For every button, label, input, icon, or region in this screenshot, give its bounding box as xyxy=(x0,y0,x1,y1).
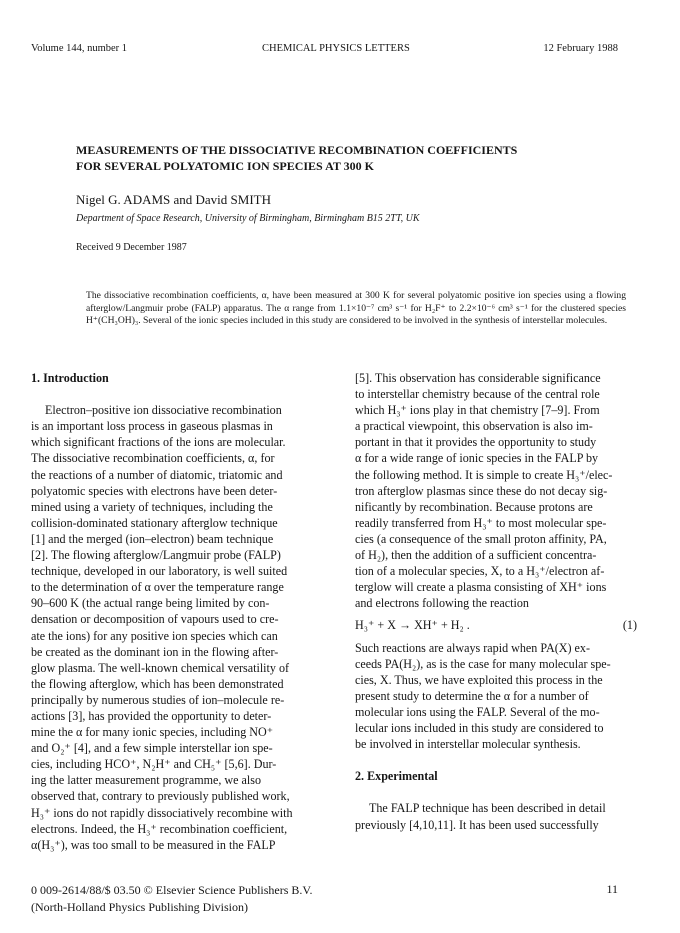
text-line: The FALP technique has been described in detail xyxy=(369,801,606,816)
paper-title xyxy=(76,142,616,174)
text-line: be created as the dominant ion in the flowing after- xyxy=(31,644,279,659)
text-line: the reactions of a number of diatomic, triatomic and xyxy=(31,467,283,482)
footer-line: (North-Holland Physics Publishing Division) xyxy=(31,900,249,914)
paper-title-line: FOR SEVERAL POLYATOMIC ION SPECIES AT 300 K xyxy=(76,159,374,173)
left-column-body xyxy=(31,402,313,853)
text-line: ceeds PA(H₂), as is the case for many molecular spe- xyxy=(355,656,611,671)
text-line: of H₂), then the addition of a sufficient concentra- xyxy=(355,548,597,563)
running-header-journal: CHEMICAL PHYSICS LETTERS xyxy=(262,43,410,54)
text-line: The dissociative recombination coefficients, α, for xyxy=(31,451,275,466)
text-line: nificantly by recombination. Because protons are xyxy=(355,499,593,514)
text-line: ate the ions) for any positive ion species which can xyxy=(31,628,278,643)
text-line: polyatomic species with electrons have been deter- xyxy=(31,483,278,498)
text-line: [5]. This observation has considerable significance xyxy=(355,371,601,385)
text-line: to interstellar chemistry because of the central role xyxy=(355,387,600,402)
text-line: [2]. The flowing afterglow/Langmuir probe (FALP) xyxy=(31,548,281,563)
text-line: the following method. It is simple to create H₃⁺/elec- xyxy=(355,467,613,482)
abstract: The dissociative recombination coefficients, α, have been measured at 300 K for several polyatomic positive ion species using a flowing afterglow/Langmuir probe (FALP) apparatus. The α range from 1.1×10⁻⁷ cm³ s⁻¹ for H₂F⁺ to 2.2×10⁻⁶ cm³ s⁻¹ for the clustered species H⁺(CH₃OH)₃. Several of the ionic species included in this study are considered to be involved in the synthesis of interstellar molecules. xyxy=(86,290,626,326)
text-line: a practical viewpoint, this observation is also im- xyxy=(355,419,593,434)
text-line: is an important loss process in gaseous plasmas in xyxy=(31,419,273,434)
text-line: to the determination of α over the temperature range xyxy=(31,580,284,595)
spacer xyxy=(355,784,637,800)
right-column-body xyxy=(355,640,637,753)
text-line: technique, developed in our laboratory, is well suited xyxy=(31,564,288,579)
text-line: which H₃⁺ ions play in that chemistry [7–9]. From xyxy=(355,403,600,418)
text-line: present study to determine the α for a number of xyxy=(355,688,589,703)
left-column xyxy=(31,370,313,853)
text-line: be involved in interstellar molecular synthesis. xyxy=(355,737,581,752)
text-line: Electron–positive ion dissociative recombination xyxy=(45,403,282,418)
text-line: molecular ions using the FALP. Several of the mo- xyxy=(355,704,600,719)
equation-number: (1) xyxy=(622,618,637,633)
text-line: the flowing afterglow, which has been demonstrated xyxy=(31,676,284,691)
equation-expression: H₃⁺ + X → XH⁺ + H₂ . xyxy=(355,618,470,633)
text-line: collision-dominated stationary afterglow technique xyxy=(31,515,278,530)
footer-line: 0 009-2614/88/$ 03.50 © Elsevier Science Publishers B.V. xyxy=(31,883,313,897)
text-line: glow plasma. The well-known chemical versatility of xyxy=(31,660,290,675)
text-line: ing the latter measurement programme, we also xyxy=(31,773,262,788)
equation-1 xyxy=(355,617,637,633)
text-line: mined using a variety of techniques, including the xyxy=(31,499,273,514)
section-heading-experimental: 2. Experimental xyxy=(355,769,438,784)
text-line: principally by numerous studies of ion–molecule re- xyxy=(31,692,285,707)
text-line: actions [3], has provided the opportunity to deter- xyxy=(31,708,272,723)
text-line: portant in that it provides the opportunity to study xyxy=(355,435,597,450)
text-line: tron afterglow plasmas since these do not decay sig- xyxy=(355,483,608,498)
text-line: α(H₃⁺), was too small to be measured in the FALP xyxy=(31,837,276,852)
text-line: α for a wide range of ionic species in the FALP by xyxy=(355,451,599,466)
authors: Nigel G. ADAMS and David SMITH xyxy=(76,192,271,207)
text-line: Such reactions are always rapid when PA(X) ex- xyxy=(355,640,590,655)
paper-title-line: MEASUREMENTS OF THE DISSOCIATIVE RECOMBINATION COEFFICIENTS xyxy=(76,143,518,157)
text-line: cies, X. Thus, we have exploited this process in the xyxy=(355,672,603,687)
text-line: and electrons following the reaction xyxy=(355,596,529,611)
page-number: 11 xyxy=(606,882,618,896)
text-line: [1] and the merged (ion–electron) beam technique xyxy=(31,531,274,546)
text-line: 90–600 K (the actual range being limited by con- xyxy=(31,596,270,611)
footer-publisher xyxy=(31,882,313,916)
text-line: cies (a consequence of the small proton affinity, PA, xyxy=(355,531,607,546)
text-line: which significant fractions of the ions are molecular. xyxy=(31,435,286,450)
right-column-body xyxy=(355,800,637,832)
text-line: readily transferred from H₃⁺ to most molecular spe- xyxy=(355,515,607,530)
spacer xyxy=(31,386,313,402)
spacer xyxy=(355,752,637,768)
affiliation: Department of Space Research, University of Birmingham, Birmingham B15 2TT, UK xyxy=(76,213,420,224)
text-line: and O₂⁺ [4], and a few simple interstellar ion spe- xyxy=(31,741,273,756)
right-column-body xyxy=(355,370,637,611)
text-line: tion of a molecular species, X, to a H₃⁺/electron af- xyxy=(355,564,605,579)
text-line: observed that, contrary to previously published work, xyxy=(31,789,290,804)
text-line: H₃⁺ ions do not rapidly dissociatively recombine with xyxy=(31,805,293,820)
text-line: cies, including HCO⁺, N₂H⁺ and CH₅⁺ [5,6]. Dur- xyxy=(31,757,277,772)
running-header-date: 12 February 1988 xyxy=(543,43,618,54)
text-line: lecular ions included in this study are considered to xyxy=(355,720,604,735)
right-column xyxy=(355,370,637,833)
text-line: mine the α for many ionic species, including NO⁺ xyxy=(31,725,274,740)
text-line: previously [4,10,11]. It has been used successfully xyxy=(355,817,599,832)
text-line: electrons. Indeed, the H₃⁺ recombination coefficient, xyxy=(31,821,288,836)
section-heading-introduction: 1. Introduction xyxy=(31,371,109,385)
text-line: densation or decomposition of vapours used to cre- xyxy=(31,612,279,627)
received-date: Received 9 December 1987 xyxy=(76,242,187,253)
text-line: terglow will create a plasma consisting of XH⁺ ions xyxy=(355,580,607,595)
running-header-volume: Volume 144, number 1 xyxy=(31,43,128,54)
